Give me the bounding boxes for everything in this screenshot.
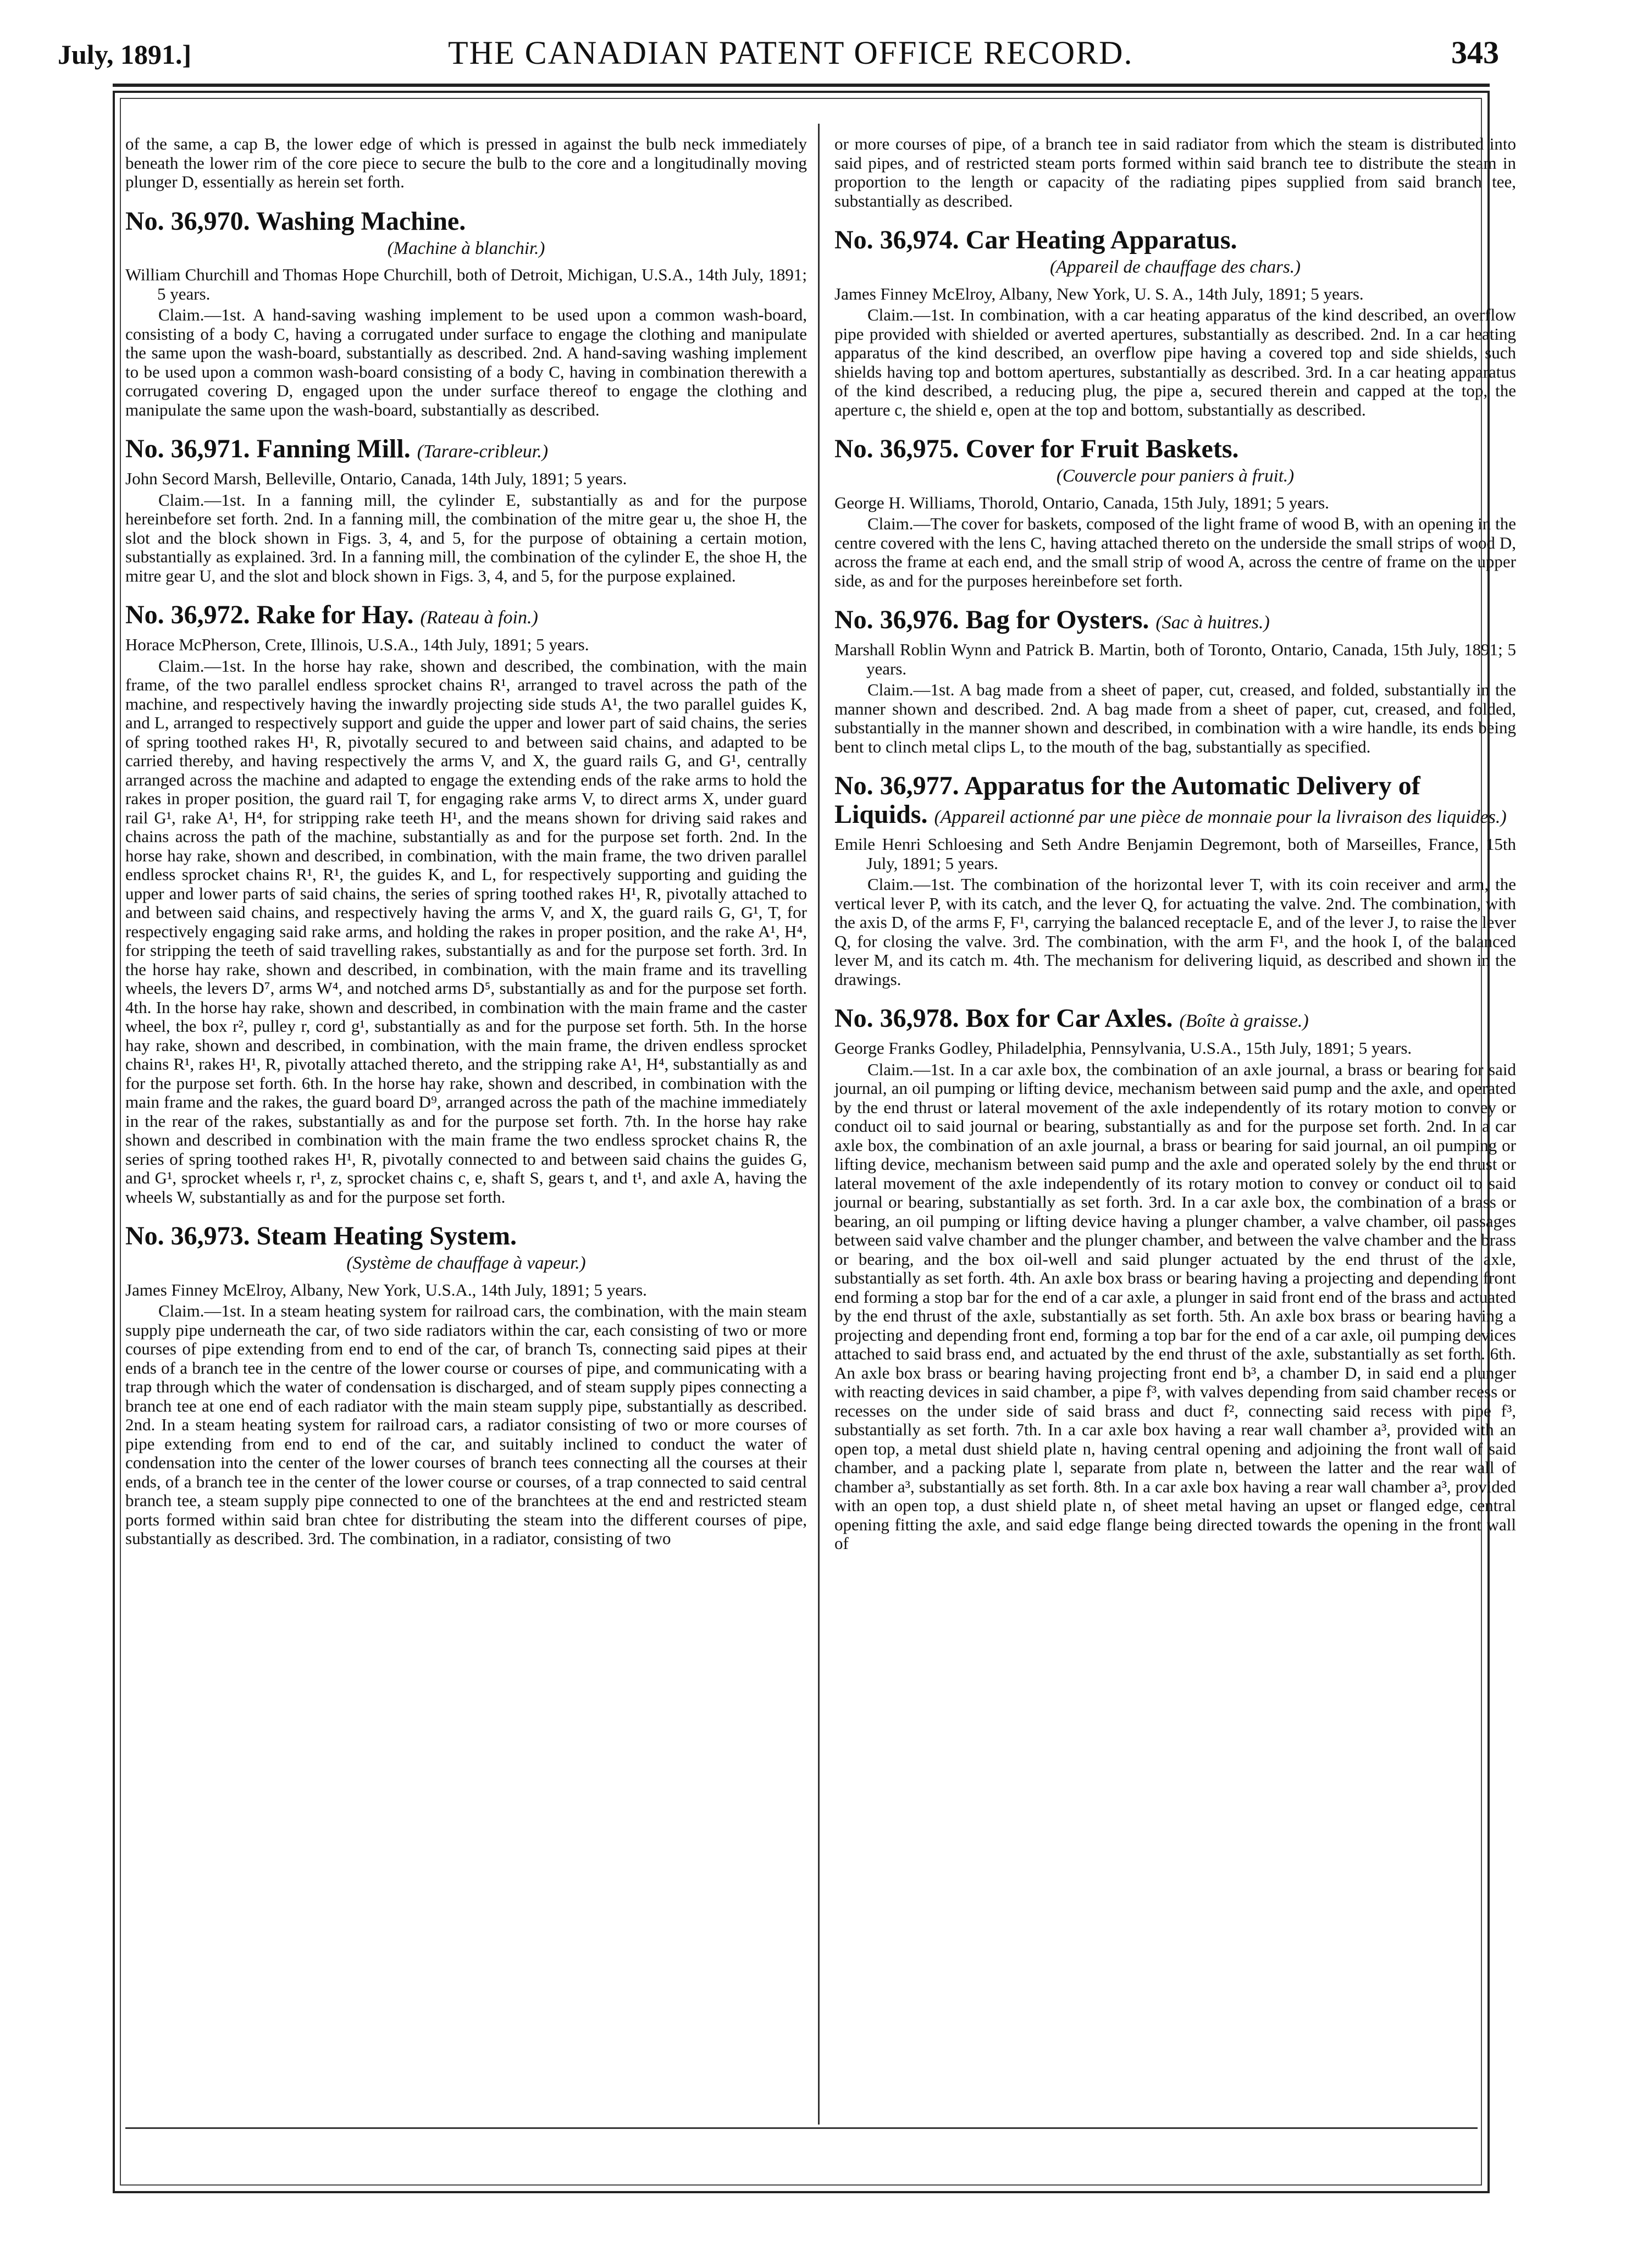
- patent-french-36975: (Couvercle pour paniers à fruit.): [1056, 466, 1295, 486]
- patent-french-36974: (Appareil de chauffage des chars.): [1049, 257, 1301, 277]
- patent-claim-36977: Claim.—1st. The combination of the horizontal lever T, with its coin receiver and arm, the vertical lever P, with its catch, and the lever Q, for actuating the valve. 2nd. The combination, with the axis D, of the arms F, F¹, carrying the balanced receptacle E, and of the lever J, to raise the lever Q, for closing the valve. 3rd. The combination, with the arm F¹, and the hook I, of the balanced lever M, and its catch m. 4th. The mechanism for delivering liquid, as described and shown in the drawings.: [834, 875, 1516, 989]
- patent-heading-36971: No. 36,971. Fanning Mill. (Tarare-cribleur.): [125, 434, 549, 463]
- left-column: [125, 135, 807, 1551]
- right-column: [834, 135, 1516, 1556]
- patent-inventor-36974: James Finney McElroy, Albany, New York, U. S. A., 14th July, 1891; 5 years.: [834, 284, 1364, 303]
- patent-claim-36974: Claim.—1st. In combination, with a car heating apparatus of the kind described, an overflow pipe provided with shielded or averted apertures, substantially as described. 2nd. In a car heating apparatus of the kind described, an overflow pipe having a covered top and side shields, such shields having top and bottom apertures, substantially as described. 3rd. In a car heating apparatus of the kind described, a reducing plug, the pipe a, secured therein and capped at the top, the aperture c, the shield e, open at the top and bottom, substantially as described.: [834, 305, 1516, 419]
- patent-french-36976: (Sac à huitres.): [1155, 612, 1270, 633]
- patent-french-36970: (Machine à blanchir.): [387, 238, 545, 258]
- page-number: 343: [1451, 35, 1499, 70]
- top-rule: [113, 84, 1490, 87]
- patent-claim-36971: Claim.—1st. In a fanning mill, the cylinder E, substantially as and for the purpose hereinbefore set forth. 2nd. In a fanning mill, the combination of the mitre gear u, the shoe H, the slot and the block shown in Figs. 3, 4, and 5, for the purpose of obtaining a certain motion, substantially as explained. 3rd. In a fanning mill, the combination of the cylinder E, the shoe H, the mitre gear U, and the slot and block shown in Figs. 3, 4, and 5, for the purpose explained.: [125, 490, 807, 585]
- header-date: July, 1891.]: [58, 39, 192, 70]
- patent-heading-36975: No. 36,975. Cover for Fruit Baskets.: [834, 434, 1239, 463]
- patent-inventor-36970: William Churchill and Thomas Hope Churchill, both of Detroit, Michigan, U.S.A., 14th July, 1891; 5 years.: [125, 265, 807, 303]
- patent-heading-36973: No. 36,973. Steam Heating System.: [125, 1221, 517, 1251]
- patent-inventor-36973: James Finney McElroy, Albany, New York, U.S.A., 14th July, 1891; 5 years.: [125, 1280, 647, 1299]
- patent-claim-36978: Claim.—1st. In a car axle box, the combination of an axle journal, a brass or bearing for said journal, an oil pumping or lifting device, mechanism between said pump and the axle, and operated by the end thrust or lateral movement of the axle independently of its rotary motion to convey or conduct oil to said journal or bearing, substantially as and for the purpose set forth. 2nd. In a car axle box, the combination of an axle journal, a brass or bearing for said journal, an oil pumping or lifting device, mechanism between said pump and the axle and operated solely by the end thrust or lateral movement of the axle independently of its rotary motion to convey or conduct oil to said journal or bearing, substantially as set forth. 3rd. In a car axle box, the combination of a brass or bearing, an oil pumping or lifting device having a plunger chamber, a valve chamber, oil passages between said valve chamber and the plunger chamber, and between the valve chamber and the brass or bearing, and the box oil-well and said plunger actuated by the end thrust of the axle, substantially as set forth. 4th. An axle box brass or bearing having a projecting and depending front end forming a stop bar for the end of a car axle, a plunger in said front end of the brass and actuated by the end thrust of the axle, substantially as set forth. 5th. An axle box brass or bearing having a projecting and depending front end, forming a top bar for the end of a car axle, oil pumping devices attached to said brass end, and actuated by the end thrust of the axle, substantially as set forth. 6th. An axle box brass or bearing having projecting front end b³, a chamber D, in said end a plunger with reacting devices in said chamber, a pipe f³, with valves depending from said chamber recess or recesses on the under side of said brass and duct f², connecting said recess with pipe f³, substantially as set forth. 7th. In a car axle box having a rear wall chamber a³, provided with an open top, a metal dust shield plate n, having central opening and adjoining the front wall of said chamber, and a packing plate l, separate from plate n, between the latter and the rear wall of chamber a³, substantially as set forth. 8th. In a car axle box having a rear wall chamber a³, provided with an open top, a dust shield plate n, of sheet metal having an upset or flanged edge, central opening fitting the axle, and said edge flange being directed towards the opening in the front wall of: [834, 1059, 1516, 1553]
- patent-inventor-36972: Horace McPherson, Crete, Illinois, U.S.A., 14th July, 1891; 5 years.: [125, 635, 589, 654]
- patent-heading-36972: No. 36,972. Rake for Hay. (Rateau à foin.): [125, 600, 538, 629]
- page-header-title: THE CANADIAN PATENT OFFICE RECORD.: [448, 35, 1133, 71]
- patent-claim-36975: Claim.—The cover for baskets, composed of the light frame of wood B, with an opening in the centre covered with the lens C, having attached thereto on the underside the small strips of wood D, across the frame at each end, and the small strip of wood A, across the centre of frame on the upper side, as and for the purposes hereinbefore set forth.: [834, 514, 1516, 590]
- patent-heading-36970: No. 36,970. Washing Machine.: [125, 206, 466, 236]
- patent-heading-36977: No. 36,977. Apparatus for the Automatic Delivery of Liquids. (Appareil actionné par une pièce de monnaie pour la livraison des liquides.): [834, 771, 1507, 829]
- column-divider: [818, 124, 820, 2125]
- patent-heading-36976: No. 36,976. Bag for Oysters. (Sac à huitres.): [834, 605, 1270, 634]
- patent-inventor-36977: Emile Henri Schloesing and Seth Andre Benjamin Degremont, both of Marseilles, France, 15th July, 1891; 5 years.: [834, 834, 1516, 873]
- patent-claim-36970: Claim.—1st. A hand-saving washing implement to be used upon a common wash-board, consisting of a body C, having a corrugated under surface to engage the clothing and manipulate the same upon the wash-board, substantially as described. 2nd. A hand-saving washing implement to be used upon a common wash-board consisting of a body C, having in combination therewith a corrugated covering D, engaged upon the under surface thereof to engage the clothing and manipulate the same upon the wash-board, substantially as described.: [125, 305, 807, 419]
- patent-claim-36972: Claim.—1st. In the horse hay rake, shown and described, the combination, with the main frame, of the two parallel endless sprocket chains R¹, arranged to travel across the path of the machine, and respectively having the inwardly projecting side studs A¹, the two parallel guides K, and L, arranged to respectively support and guide the upper and lower part of said chains, the series of spring toothed rakes H¹, R, pivotally secured to and between said chains, and adapted to be carried thereby, and having respectively the arms V, and X, the guard rails G, and G¹, centrally arranged across the machine and adapted to engage the extending ends of the rake arms to hold the rakes in proper position, the guard rail T, for engaging rake arms V, to direct arms X, under guard rail G¹, rake A¹, H⁴, for stripping rake teeth H¹, and the means shown for driving said rakes and chains across the path of the machine, substantially as and for the purpose set forth. 2nd. In the horse hay rake, shown and described, in combination, with the main frame, the two driven parallel endless sprocket chains R¹, R¹, the guides K, and L, for respectively supporting and guiding the upper and lower parts of said chains, the series of spring toothed rakes H¹, R, pivotally attached to and between said chains, and respectively having the arms V, and X, the guard rails G, G¹, T, for respectively engaging said rake arms, and holding the rakes in proper position, and the rake A¹, H⁴, for stripping the teeth of said travelling rakes, substantially as and for the purpose set forth. 3rd. In the horse hay rake, shown and described, in combination, with the main frame and its travelling wheels, the levers D⁷, arms W⁴, and notched arms D⁵, substantially as and for the purpose set forth. 4th. In the horse hay rake, shown and described, in combination with the main frame and the caster wheel, the box r², pulley r, cord g¹, substantially as and for the purpose set forth. 5th. In the horse hay rake, shown and described, in combination, with the main frame, the driven endless sprocket chains R¹, rakes H¹, R, pivotally attached thereto, and the stripping rake A¹, H⁴, substantially as and for the purpose set forth. 6th. In the horse hay rake, shown and described, in combination with the main frame and the rakes, the guard board D⁹, arranged across the path of the machine immediately in the rear of the rakes, substantially as and for the purpose set forth. 7th. In the horse hay rake shown and described in combination with the main frame the two endless sprocket chains R, the series of spring toothed rakes H¹, R, pivotally connected to and between said chains the guides G, and G¹, sprocket wheels r, r¹, z, sprocket chains c, e, shaft S, gears t, and t¹, and axle A, having the wheels W, substantially as and for the purpose set forth.: [125, 656, 807, 1207]
- patent-french-36973: (Système de chauffage à vapeur.): [346, 1253, 586, 1273]
- bottom-rule: [125, 2127, 1478, 2129]
- patent-inventor-36975: George H. Williams, Thorold, Ontario, Canada, 15th July, 1891; 5 years.: [834, 493, 1329, 512]
- patent-inventor-36978: George Franks Godley, Philadelphia, Pennsylvania, U.S.A., 15th July, 1891; 5 years.: [834, 1038, 1412, 1058]
- patent-french-36971: (Tarare-cribleur.): [417, 441, 549, 462]
- patent-claim-36973: Claim.—1st. In a steam heating system for railroad cars, the combination, with the main steam supply pipe underneath the car, of two side radiators within the car, each consisting of two or more courses of pipe extending from end to end of the car, of branch Ts, connecting said pipes at their ends of a branch tee in the centre of the lower course or courses of pipe, and communicating with a trap through which the water of condensation is discharged, and of steam supply pipes connecting a branch tee at one end of each radiator with the main steam supply pipe, substantially as described. 2nd. In a steam heating system for railroad cars, a radiator consisting of two or more courses of pipe extending from end to end of the car, and suitably inclined to conduct the water of condensation into the center of the lower courses of branch tees connecting all the courses at their ends, of a branch tee in the center of the lower course or courses, of a trap connected to said central branch tee, a steam supply pipe connected to one of the branchtees at the end and restricted steam ports formed within said bran chtee for distributing the steam into the different courses of pipe, substantially as described. 3rd. The combination, in a radiator, consisting of two: [125, 1301, 807, 1548]
- continued-text: of the same, a cap B, the lower edge of which is pressed in against the bulb neck immediately beneath the lower rim of the core piece to secure the bulb to the core and a longitudinally moving plunger D, essentially as herein set forth.: [125, 134, 807, 191]
- patent-claim-36976: Claim.—1st. A bag made from a sheet of paper, cut, creased, and folded, substantially in the manner shown and described. 2nd. A bag made from a sheet of paper, cut, creased, and folded, substantially in the manner shown and described, in combination with a wire handle, its ends being bent to clinch metal clips L, to the mouth of the bag, substantially as specified.: [834, 680, 1516, 756]
- patent-inventor-36971: John Secord Marsh, Belleville, Ontario, Canada, 14th July, 1891; 5 years.: [125, 469, 627, 488]
- patent-french-36977: (Appareil actionné par une pièce de monnaie pour la livraison des liquides.): [934, 807, 1507, 827]
- continued-text: or more courses of pipe, of a branch tee in said radiator from which the steam is distributed into said pipes, and of restricted steam ports formed within said branch tee to distribute the steam in proportion to the length or capacity of the radiating pipes supplied from said branch tee, substantially as described.: [834, 134, 1516, 211]
- patent-heading-36974: No. 36,974. Car Heating Apparatus.: [834, 225, 1237, 255]
- patent-heading-36978: No. 36,978. Box for Car Axles. (Boîte à graisse.): [834, 1004, 1309, 1033]
- patent-french-36978: (Boîte à graisse.): [1179, 1011, 1309, 1031]
- patent-french-36972: (Rateau à foin.): [420, 607, 538, 628]
- patent-inventor-36976: Marshall Roblin Wynn and Patrick B. Martin, both of Toronto, Ontario, Canada, 15th July, 1891; 5 years.: [834, 640, 1516, 678]
